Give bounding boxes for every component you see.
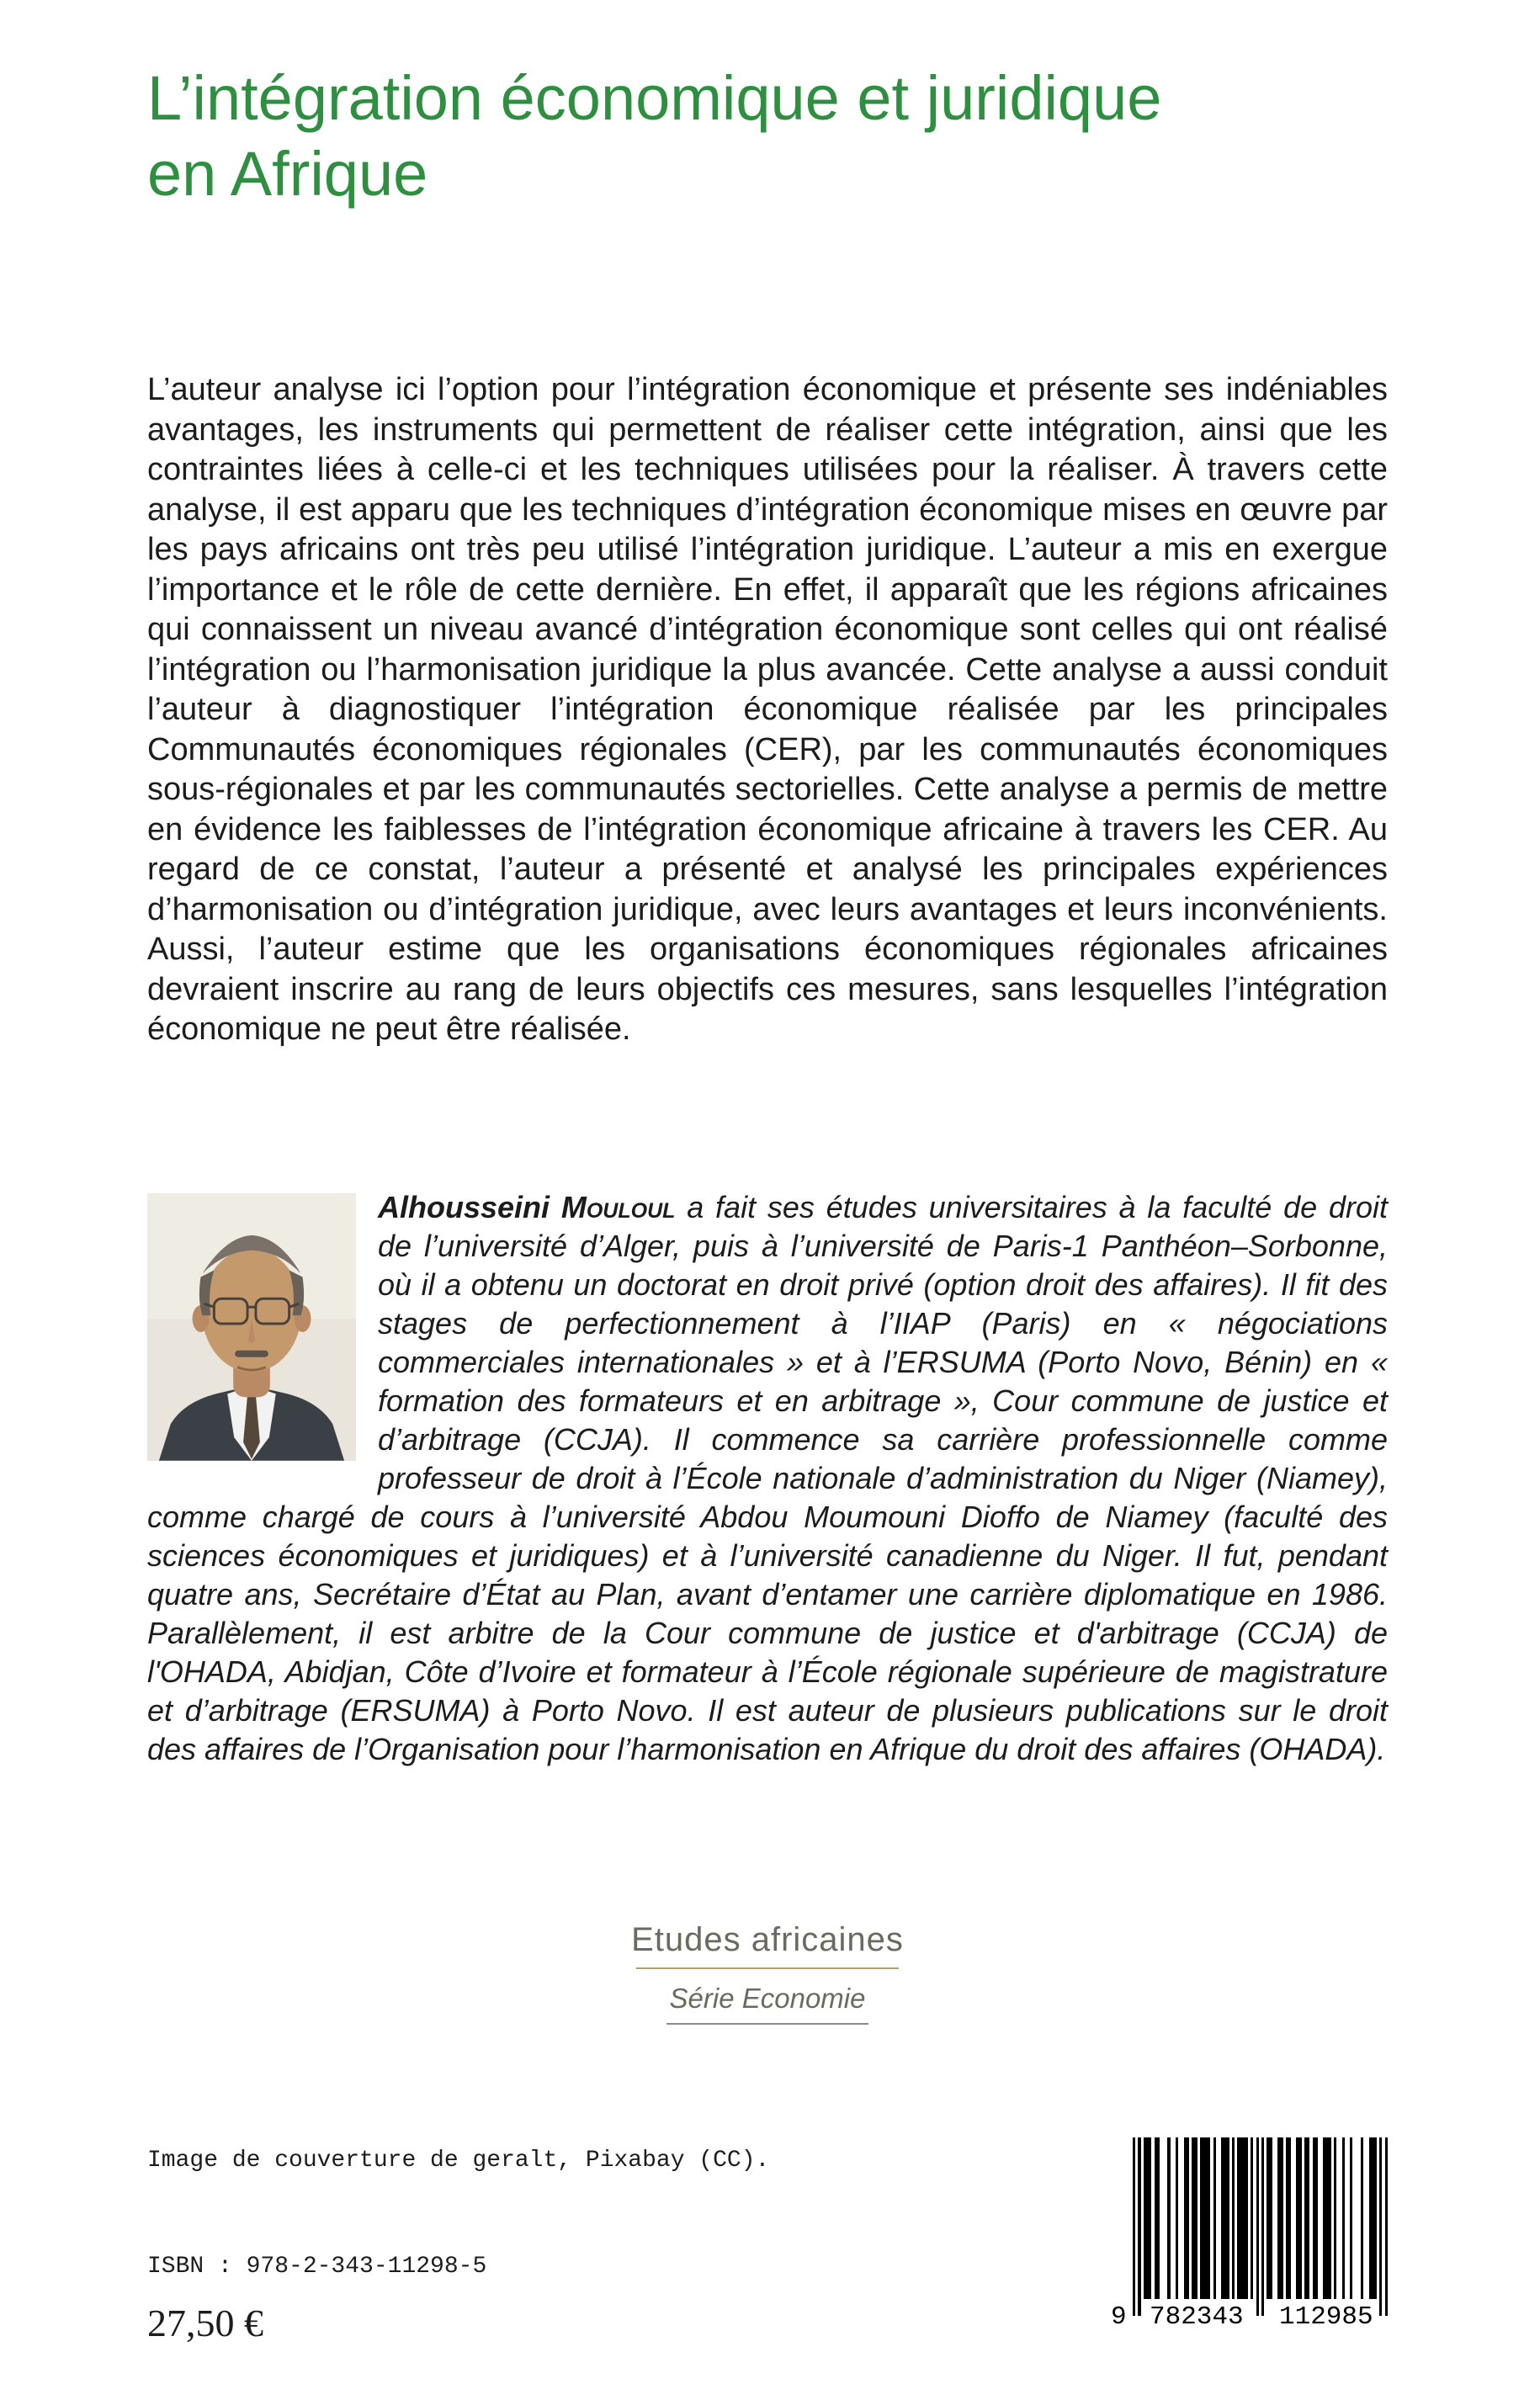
book-title-line2: en Afrique	[147, 139, 428, 209]
author-portrait-illustration	[147, 1193, 356, 1461]
collection-name: Etudes africaines	[631, 1921, 904, 1958]
series-rule-divider	[666, 2023, 868, 2025]
barcode-bars	[1109, 2137, 1392, 2316]
author-photo	[147, 1193, 356, 1461]
author-last-name: Mouloul	[560, 1190, 676, 1224]
collection-rule-divider	[636, 1967, 899, 1969]
author-first-name: Alhousseini	[378, 1190, 561, 1224]
barcode	[1109, 2137, 1392, 2349]
author-bio-text: a fait ses études universitaires à la faculté de droit de l’université d’Alger, puis à l’université de Paris-1 Panthéon–Sorbonne, où il a obtenu un doctorat en droit privé (option droit des affaires). Il fit des stages de perfectionnement à l’IIAP (Paris) en « négociations commerciales internationales » et à l’ERSUMA (Porto Novo, Bénin) en « formation des formateurs et en arbitrage », Cour commune de justice et d’arbitrage (CCJA). Il commence sa carrière professionnelle comme professeur de droit à l’École nationale d’administration du Niger (Niamey), comme chargé de cours à l’université Abdou Moumouni Dioffo de Niamey (faculté des sciences économiques et juridiques) et à l’université canadienne du Niger. Il fut, pendant quatre ans, Secrétaire d’État au Plan, avant d’entamer une carrière diplomatique en 1986. Parallèlement, il est arbitre de la Cour commune de justice et d'arbitrage (CCJA) de l'OHADA, Abidjan, Côte d’Ivoire et formateur à l’École régionale supérieure de magistrature et d’arbitrage (ERSUMA) à Porto Novo. Il est auteur de plusieurs publications sur le droit des affaires de l’Organisation pour l’harmonisation en Afrique du droit des affaires (OHADA).	[147, 1190, 1389, 1766]
book-title-line1: L’intégration économique et juridique	[147, 63, 1162, 133]
price: 27,50 €	[147, 2302, 263, 2344]
synopsis-paragraph: L’auteur analyse ici l’option pour l’intégration économique et présente ses indéniables avantages, les instruments qui permettent de réaliser cette intégration, ainsi que les contraintes liées à celle-ci et les techniques utilisées pour la réaliser. À travers cette analyse, il est apparu que les techniques d’intégration économique mises en œuvre par les pays africains ont très peu utilisé l’intégration juridique. L’auteur a mis en exergue l’importance et le rôle de cette dernière. En effet, il apparaît que les régions africaines qui connaissent un niveau avancé d’intégration économique sont celles qui ont réalisé l’intégration ou l’harmonisation juridique la plus avancée. Cette analyse a aussi conduit l’auteur à diagnostiquer l’intégration économique réalisée par les principales Communautés économiques régionales (CER), par les communautés économiques sous-régionales et par les communautés sectorielles. Cette analyse a permis de mettre en évidence les faiblesses de l’intégration économique africaine à travers les CER. Au regard de ce constat, l’auteur a présenté et analysé les principales expériences d’harmonisation ou d’intégration juridique, avec leurs avantages et leurs inconvénients. Aussi, l’auteur estime que les organisations économiques régionales africaines devraient inscrire au rang de leurs objectifs ces mesures, sans lesquelles l’intégration économique ne peut être réalisée.	[147, 372, 1388, 1047]
barcode-digit-left: 9	[1111, 2302, 1127, 2332]
isbn-number: ISBN : 978-2-343-11298-5	[147, 2254, 487, 2280]
author-bio	[147, 1188, 1388, 1769]
book-title	[147, 61, 1161, 212]
series-name: Série Economie	[669, 1983, 866, 2014]
barcode-digits-group1: 782343	[1150, 2302, 1244, 2332]
barcode-digits-group2: 112985	[1279, 2302, 1373, 2332]
collection-block	[147, 1921, 1388, 2025]
cover-image-credit: Image de couverture de geralt, Pixabay (CC).	[147, 2148, 770, 2174]
